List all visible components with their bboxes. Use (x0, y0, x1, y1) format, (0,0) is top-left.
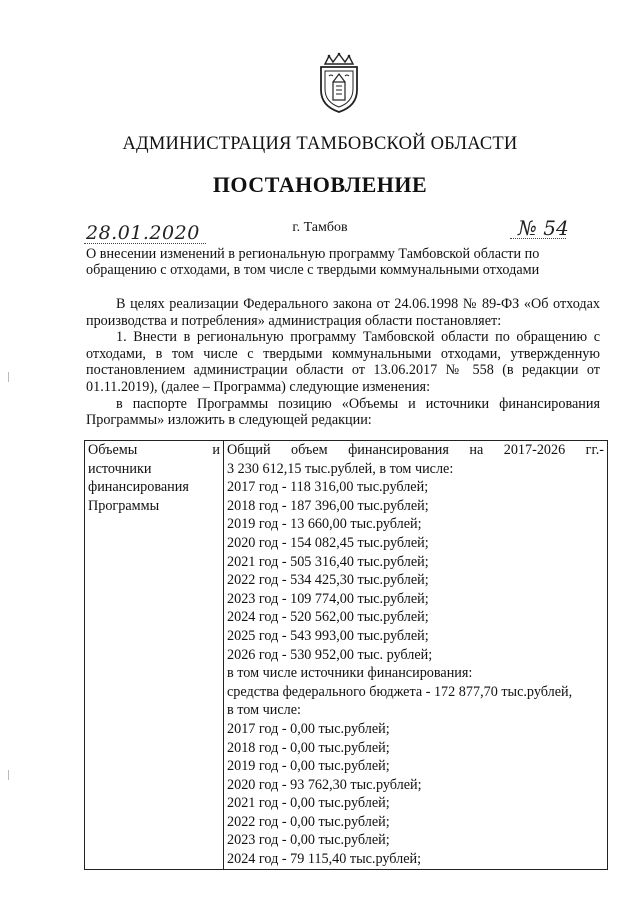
handwritten-date: 28.01.2020 (86, 222, 200, 244)
financing-first-line (227, 441, 604, 460)
financing-word: Общий (227, 442, 271, 458)
financing-word: объем (291, 442, 328, 458)
label-word: и (212, 442, 220, 458)
financing-line: 2020 год - 154 082,45 тыс.рублей; (227, 534, 429, 551)
document-body (86, 296, 600, 429)
label-line: Программы (88, 497, 160, 514)
handwritten-number: № 54 (518, 216, 569, 240)
financing-word: финансирования (348, 442, 449, 458)
scan-margin-mark (8, 372, 9, 382)
coat-of-arms-icon (316, 52, 362, 114)
subject-line: О внесении изменений в региональную программу Тамбовской области по (86, 246, 540, 262)
paragraph-passport-change: в паспорте Программы позицию «Объемы и источники финансирования Программы» изложить в следующей редакции: (86, 395, 600, 429)
financing-line: 2020 год - 93 762,30 тыс.рублей; (227, 776, 422, 793)
financing-line: 2023 год - 109 774,00 тыс.рублей; (227, 590, 429, 607)
label-line (88, 441, 220, 460)
financing-word: гг.- (585, 442, 604, 458)
document-subject (86, 246, 600, 278)
organization-title: АДМИНИСТРАЦИЯ ТАМБОВСКОЙ ОБЛАСТИ (122, 134, 518, 154)
financing-word: на (469, 442, 484, 458)
financing-line: 2024 год - 79 115,40 тыс.рублей; (227, 851, 422, 868)
financing-line: 2019 год - 0,00 тыс.рублей; (227, 758, 390, 775)
date-underline (84, 243, 206, 244)
financing-line: в том числе: (227, 702, 301, 719)
financing-line: 2025 год - 543 993,00 тыс.рублей; (227, 627, 429, 644)
paragraph-item-1: 1. Внести в региональную программу Тамбовской области по обращению с отходами, в том числе с твердыми коммунальными отходами, утвержденную постановлением администрации области от 13.06.2017 № 558 (в редакции от 01.11.2019), (далее – Программа) следующие изменения: (86, 329, 600, 395)
financing-line: 2022 год - 534 425,30 тыс.рублей; (227, 572, 429, 589)
financing-line: 2017 год - 118 316,00 тыс.рублей; (227, 479, 429, 496)
financing-line: 2021 год - 0,00 тыс.рублей; (227, 795, 390, 812)
label-line: источники (88, 460, 152, 477)
financing-table (84, 440, 608, 870)
financing-line: 3 230 612,15 тыс.рублей, в том числе: (227, 460, 454, 477)
financing-word: 2017-2026 (503, 442, 566, 458)
financing-line: 2021 год - 505 316,40 тыс.рублей; (227, 553, 429, 570)
number-underline (510, 238, 566, 239)
scan-margin-mark (8, 770, 9, 780)
paragraph-preamble: В целях реализации Федерального закона от 24.06.1998 № 89-ФЗ «Об отходах производства и потребления» администрация области постановляет: (86, 296, 600, 329)
financing-line: 2023 год - 0,00 тыс.рублей; (227, 832, 390, 849)
label-word: Объемы (88, 442, 138, 458)
table-cell-label (85, 441, 224, 870)
financing-line: в том числе источники финансирования: (227, 665, 473, 682)
financing-line: 2026 год - 530 952,00 тыс. рублей; (227, 646, 433, 663)
label-line: финансирования (88, 479, 189, 496)
table-row (85, 441, 608, 870)
subject-line: обращению с отходами, в том числе с твердыми коммунальными отходами (86, 262, 540, 278)
financing-line: 2018 год - 187 396,00 тыс.рублей; (227, 497, 429, 514)
document-type-title: ПОСТАНОВЛЕНИЕ (212, 172, 428, 197)
financing-line: 2024 год - 520 562,00 тыс.рублей; (227, 609, 429, 626)
financing-line: 2018 год - 0,00 тыс.рублей; (227, 739, 390, 756)
financing-line: 2022 год - 0,00 тыс.рублей; (227, 813, 390, 830)
financing-line: 2019 год - 13 660,00 тыс.рублей; (227, 516, 422, 533)
financing-line: средства федерального бюджета - 172 877,70 тыс.рублей, (227, 683, 573, 700)
financing-line: 2017 год - 0,00 тыс.рублей; (227, 720, 390, 737)
table-cell-values (224, 441, 608, 870)
city-label: г. Тамбов (292, 220, 348, 235)
